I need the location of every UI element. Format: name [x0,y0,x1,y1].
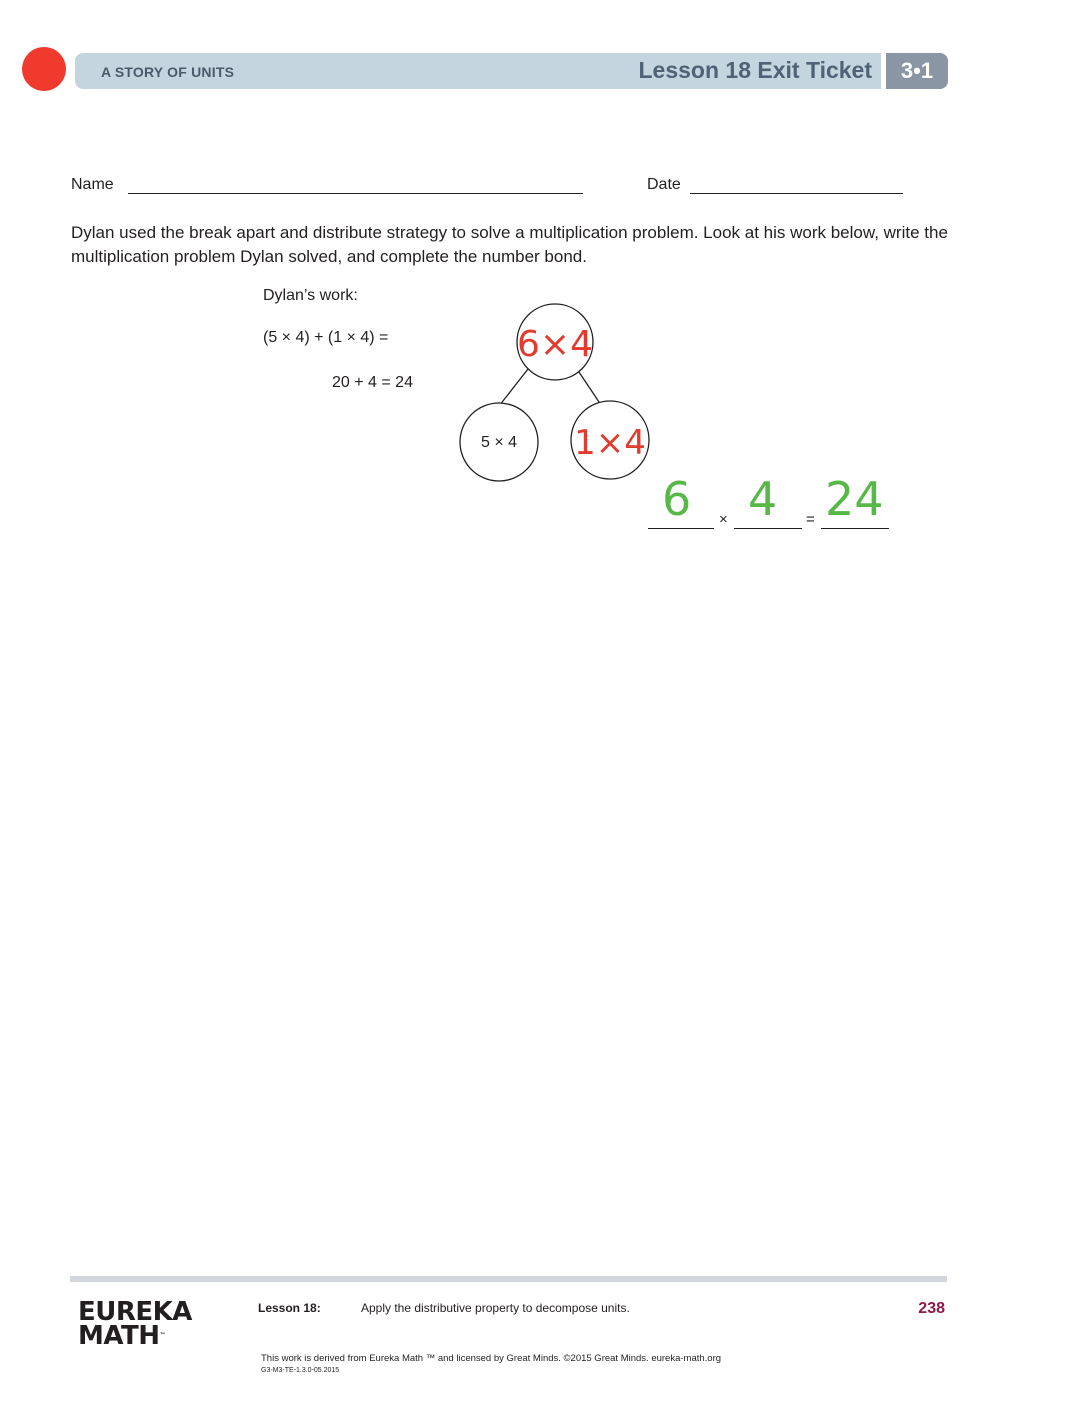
bond-part-handwritten[interactable]: 1×4 [574,423,646,463]
date-field[interactable] [690,193,903,194]
red-dot-logo [22,47,66,91]
work-equation-2: 20 + 4 = 24 [332,374,413,391]
bond-link-left [499,369,528,406]
times-sign: × [719,511,728,528]
logo-line-1: EUREKA [78,1297,192,1327]
work-label: Dylan’s work: [263,287,358,304]
logo-trademark: ™ [159,1332,165,1339]
date-label: Date [647,176,681,193]
eureka-math-logo [78,1297,192,1351]
grade-module-badge: 3•1 [886,53,948,89]
number-bond [440,290,670,490]
page-title: Lesson 18 Exit Ticket [638,57,872,83]
answer-blank-2[interactable] [734,528,802,529]
answer-equation [640,472,900,534]
bond-link-right [579,372,601,405]
footer-credit: This work is derived from Eureka Math ™ and licensed by Great Minds. ©2015 Great Minds. eureka-math.org [261,1353,722,1364]
answer-product: 24 [825,472,884,526]
work-equation-1: (5 × 4) + (1 × 4) = [263,329,389,346]
equals-sign: = [806,511,815,528]
logo-line-2: MATH [78,1321,160,1351]
answer-factor-1: 6 [662,472,692,526]
bond-part-printed: 5 × 4 [480,434,518,451]
problem-text: Dylan used the break apart and distribute strategy to solve a multiplication problem. Look at his work below, write the multiplication problem Dylan solved, and complete the number bond. [71,223,948,266]
footer-lesson-label: Lesson 18: [258,1301,321,1315]
bond-whole-handwritten[interactable]: 6×4 [517,324,593,365]
footer-code: G3-M3-TE-1.3.0-05.2015 [261,1367,340,1374]
answer-blank-3[interactable] [821,528,889,529]
answer-blank-1[interactable] [648,528,714,529]
footer-divider [70,1276,947,1282]
name-field[interactable] [128,193,583,194]
answer-factor-2: 4 [748,472,778,526]
series-title: A STORY OF UNITS [101,64,235,80]
page-number: 238 [918,1300,945,1317]
name-label: Name [71,176,114,193]
footer-lesson-description: Apply the distributive property to decompose units. [361,1301,630,1315]
